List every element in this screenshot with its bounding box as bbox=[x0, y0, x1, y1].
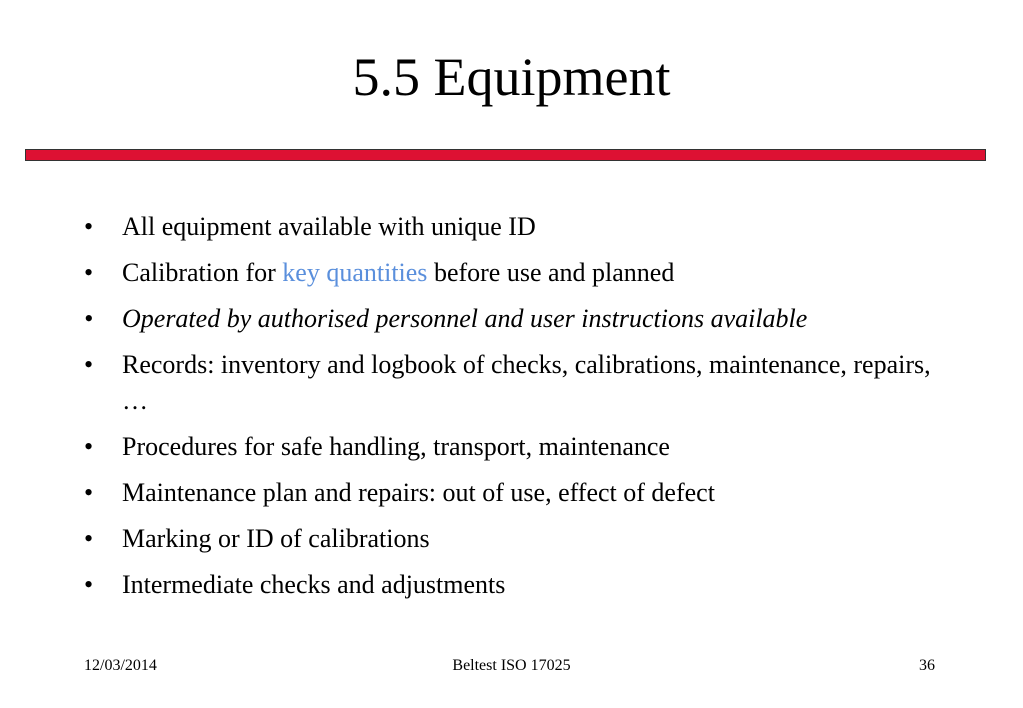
slide-title: 5.5 Equipment bbox=[352, 47, 671, 107]
bullet-item bbox=[84, 255, 944, 291]
bullet-marker: • bbox=[84, 258, 94, 287]
bullet-text: Procedures for safe handling, transport, maintenance bbox=[122, 432, 670, 461]
bullet-item bbox=[84, 301, 944, 337]
bullet-item bbox=[84, 521, 944, 557]
bullet-text-prefix: Calibration for bbox=[122, 258, 283, 287]
bullet-marker: • bbox=[84, 524, 94, 553]
bullet-item bbox=[84, 567, 944, 603]
bullet-text: Marking or ID of calibrations bbox=[122, 524, 430, 553]
footer-page-number: 36 bbox=[919, 657, 935, 674]
bullet-marker: • bbox=[84, 212, 94, 241]
bullet-text-suffix: before use and planned bbox=[427, 258, 675, 287]
bullet-marker: • bbox=[84, 350, 94, 379]
bullet-item bbox=[84, 209, 944, 245]
bullet-marker: • bbox=[84, 432, 94, 461]
footer-title: Beltest ISO 17025 bbox=[452, 657, 571, 674]
bullet-text: All equipment available with unique ID bbox=[122, 212, 536, 241]
bullet-marker: • bbox=[84, 478, 94, 507]
bullet-list bbox=[84, 209, 944, 613]
bullet-marker: • bbox=[84, 304, 94, 333]
bullet-text: Records: inventory and logbook of checks, calibrations, maintenance, repairs, … bbox=[122, 350, 931, 415]
bullet-text: Maintenance plan and repairs: out of use, effect of defect bbox=[122, 478, 715, 507]
title-divider-bar bbox=[25, 149, 986, 161]
bullet-item bbox=[84, 475, 944, 511]
bullet-item bbox=[84, 347, 944, 419]
bullet-item bbox=[84, 429, 944, 465]
bullet-highlight-key-quantities: key quantities bbox=[282, 258, 428, 287]
footer-date: 12/03/2014 bbox=[84, 657, 157, 674]
bullet-marker: • bbox=[84, 570, 94, 599]
bullet-text: Intermediate checks and adjustments bbox=[122, 570, 506, 599]
bullet-text: Operated by authorised personnel and user instructions available bbox=[122, 304, 808, 333]
